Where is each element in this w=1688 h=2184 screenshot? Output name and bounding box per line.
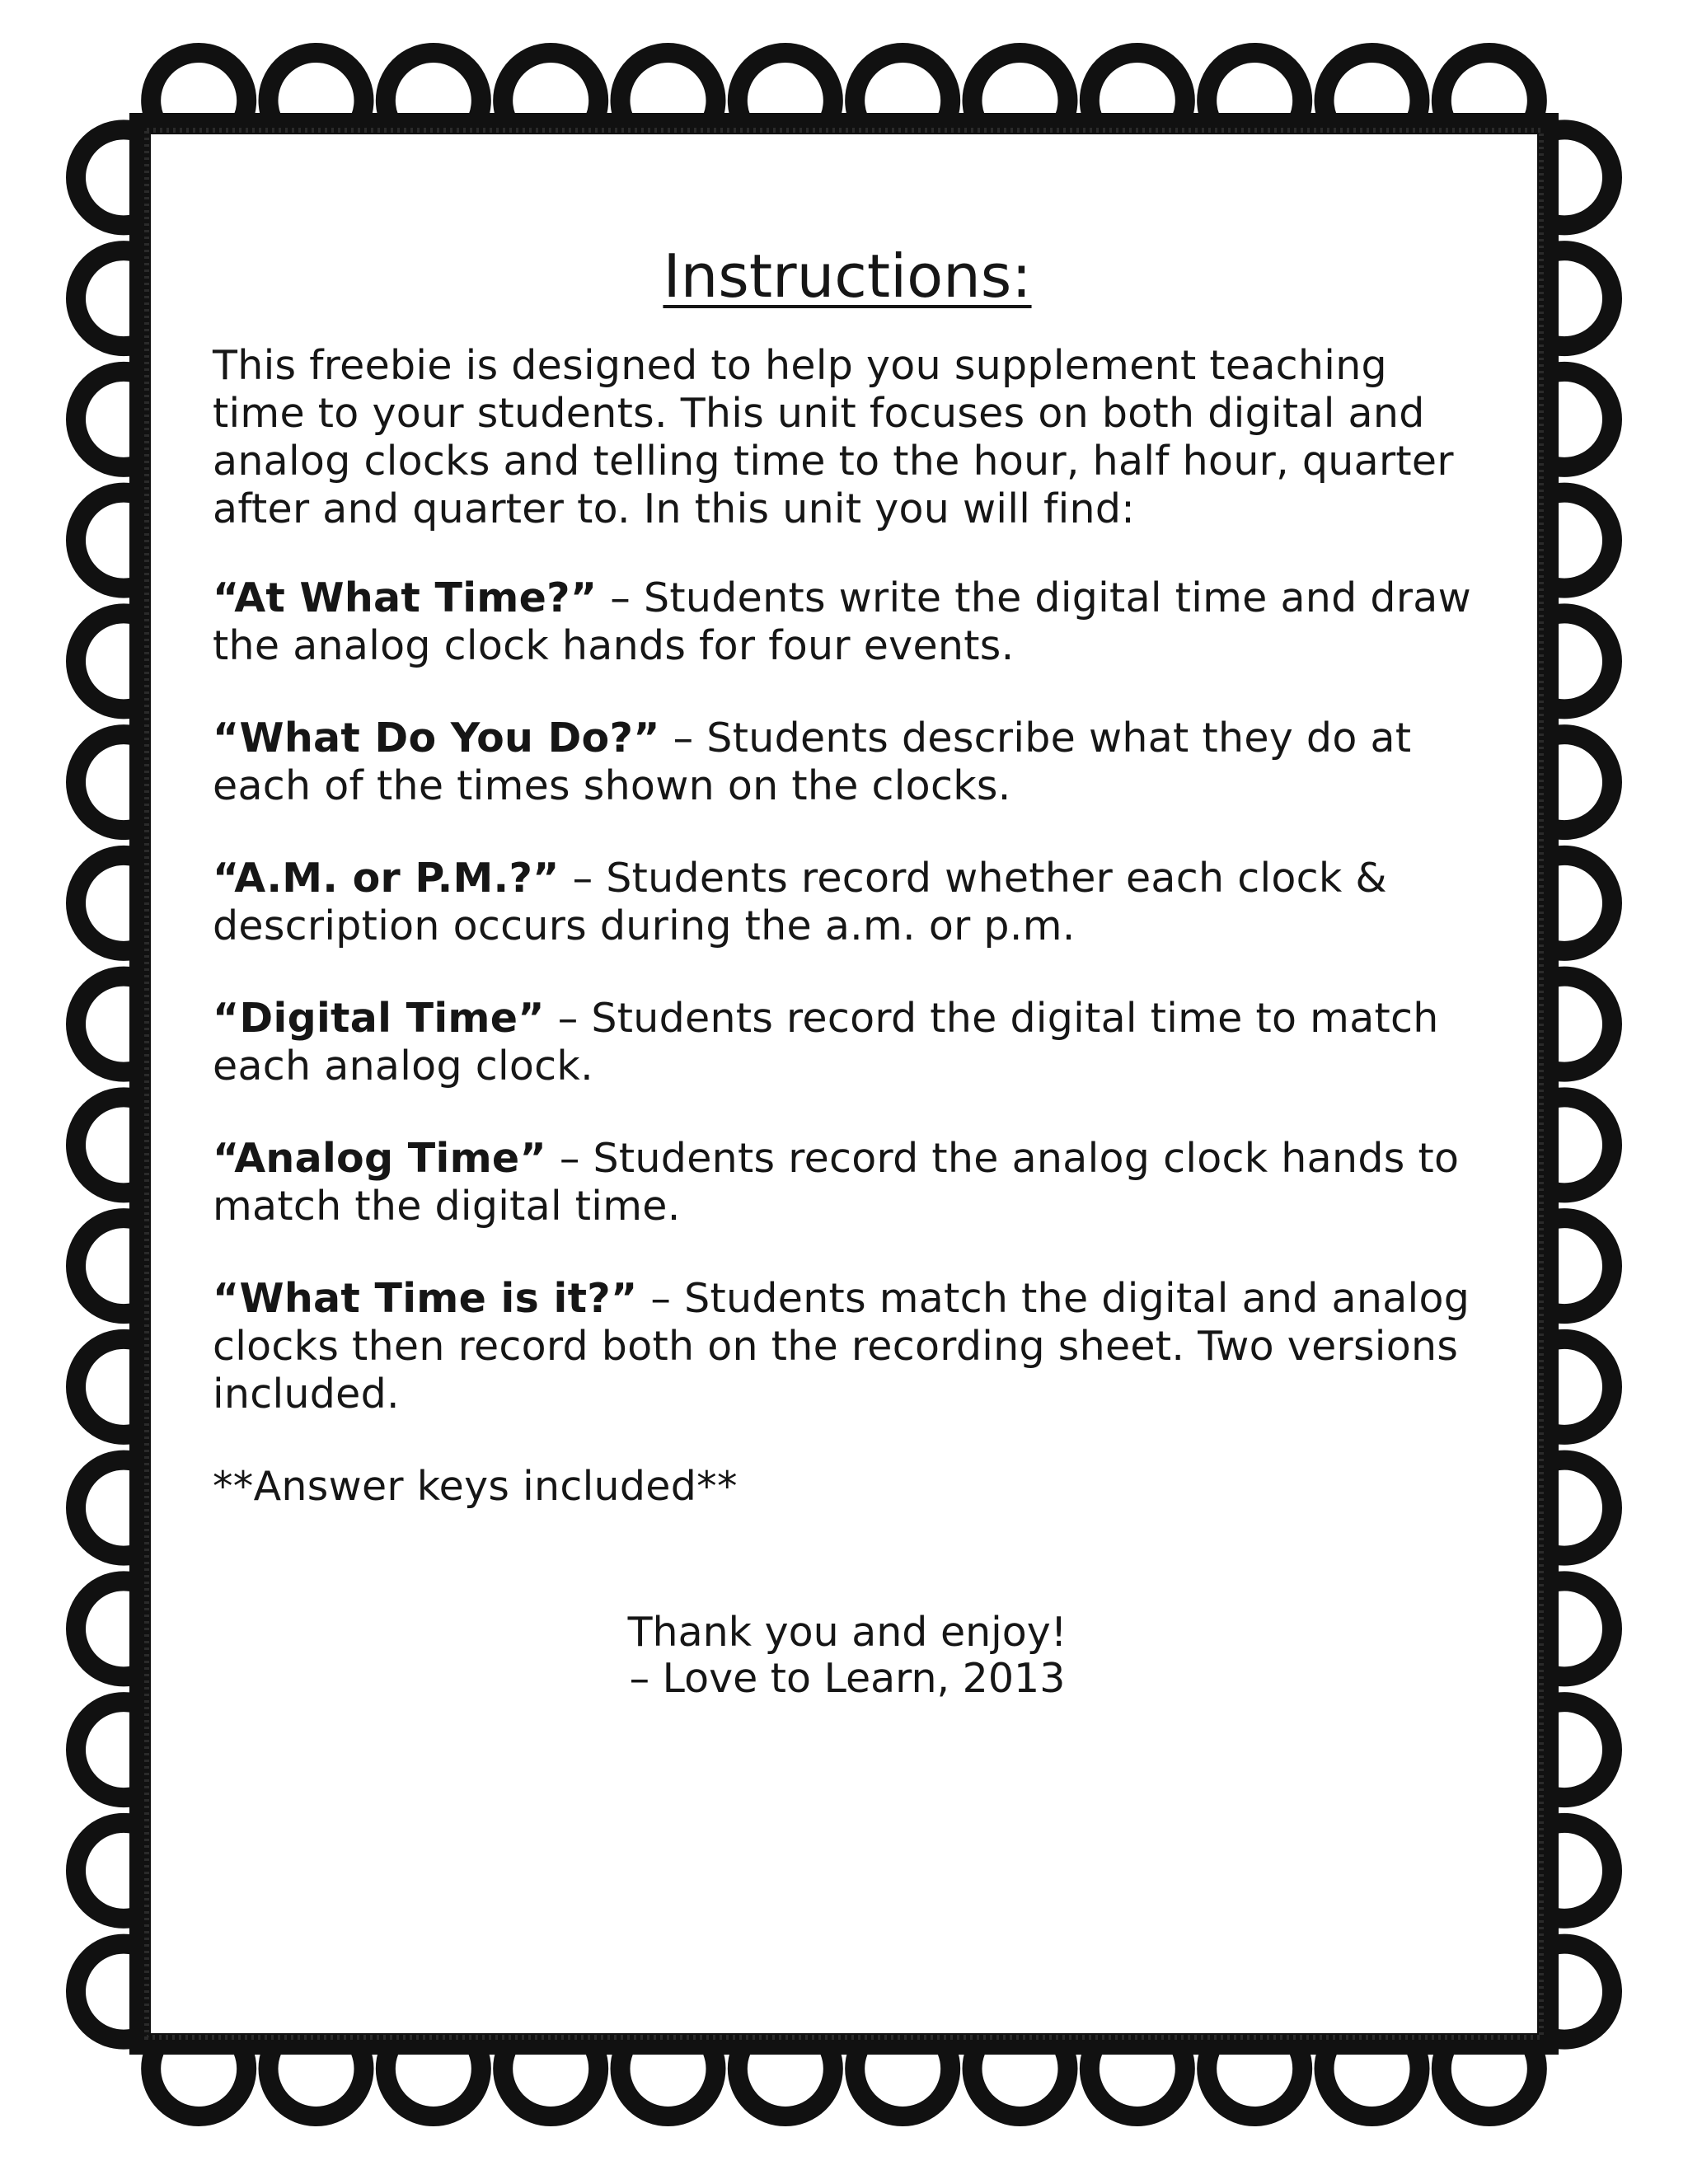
- intro-paragraph: This freebie is designed to help you supplement teaching time to your students. This unit focuses on both digital and analog clocks and telling time to the hour, half hour, quarter after and quarter to. In this unit you will find:: [213, 342, 1454, 533]
- closing-signoff: – Love to Learn, 2013: [629, 1655, 1066, 1703]
- item-title: “Analog Time”: [213, 1135, 546, 1183]
- item-description: – Students record whether each clock & description occurs during the a.m. or p.m.: [213, 855, 1387, 950]
- instructions-content: [213, 241, 1482, 1727]
- list-item: [213, 715, 1482, 810]
- item-list: [213, 574, 1482, 1418]
- item-title: “At What Time?”: [213, 574, 598, 622]
- item-title: “What Time is it?”: [213, 1275, 638, 1323]
- item-description: – Students describe what they do at each of the times shown on the clocks.: [213, 715, 1412, 810]
- list-item: [213, 995, 1482, 1090]
- closing-signature: [213, 1610, 1482, 1702]
- list-item: [213, 574, 1482, 670]
- item-title: “A.M. or P.M.?”: [213, 855, 560, 902]
- answer-keys-note: **Answer keys included**: [213, 1463, 738, 1511]
- item-title: “Digital Time”: [213, 995, 545, 1043]
- list-item: [213, 855, 1482, 950]
- list-item: [213, 1275, 1482, 1418]
- item-title: “What Do You Do?”: [213, 715, 660, 762]
- list-item: [213, 1135, 1482, 1230]
- item-description: – Students write the digital time and draw the analog clock hands for four events.: [213, 574, 1471, 670]
- closing-thanks: Thank you and enjoy!: [627, 1609, 1067, 1657]
- item-description: – Students record the digital time to match each analog clock.: [213, 995, 1439, 1090]
- page-title: Instructions:: [663, 241, 1032, 311]
- item-description: – Students match the digital and analog clocks then record both on the recording sheet. Two versions included.: [213, 1275, 1470, 1418]
- item-description: – Students record the analog clock hands to match the digital time.: [213, 1135, 1460, 1230]
